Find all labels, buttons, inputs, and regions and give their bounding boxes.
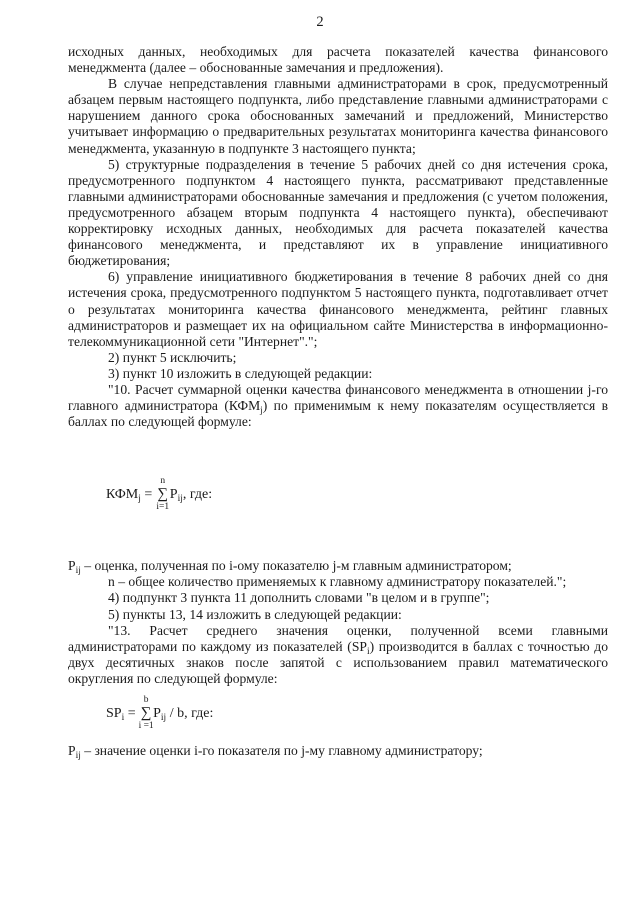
point-10-subscript: j: [260, 406, 263, 417]
point-13-subscript: i: [366, 646, 370, 657]
formula-sp-sum: [138, 695, 154, 731]
paragraph-point-10: [68, 382, 608, 430]
formula-sp-tail: / b, где:: [166, 706, 214, 721]
formula-kfm-lower-limit: i=1: [156, 502, 170, 513]
formula-sp: [68, 691, 608, 735]
point-10-text-b: ) по применимым к нему показателям осуществляется в баллах по следующей формуле:: [68, 398, 608, 430]
formula-kfm-term: P: [169, 487, 178, 503]
formula-kfm-upper-limit: n: [160, 476, 166, 487]
formula-sp-upper-limit: b: [143, 695, 149, 705]
point-13-text-a: "13. Расчет среднего значения оценки, полученной всеми главными администраторами по каждому из показателей (SP: [68, 622, 608, 654]
paragraph-pij-value-definition: [68, 743, 608, 759]
paragraph-item-5: 5) пункты 13, 14 изложить в следующей редакции:: [108, 606, 402, 622]
paragraph-item-2: 2) пункт 5 исключить;: [108, 349, 237, 365]
paragraph-item-3: 3) пункт 10 изложить в следующей редакции:: [108, 365, 373, 381]
paragraph-subitem-6: 6) управление инициативного бюджетирования в течение 8 рабочих дней со дня истечения срока, предусмотренного подпунктом 5 настоящего пункта, подготавливает отчет о результатах мониторинга качества финансового менеджмента, рейтинг главных администраторов и размещает их на официальном сайте Министерства в информационно-телекоммуникационной сети "Интернет".";: [68, 269, 608, 349]
formula-kfm-sigma: ∑: [157, 486, 169, 503]
point-10-text-a: "10. Расчет суммарной оценки качества финансового менеджмента в отношении j-го главного администратора (КФМ: [68, 381, 608, 414]
formula-kfm-line: [106, 476, 213, 513]
paragraph-pij-definition: [68, 558, 608, 577]
paragraph-item-4: 4) подпункт 3 пункта 11 дополнить словами "в целом и в группе";: [108, 590, 490, 606]
formula-sp-lhs: SP: [106, 706, 122, 721]
formula-sp-equals: =: [124, 706, 140, 721]
pij-value-subscript: ij: [75, 751, 81, 761]
formula-kfm-equals: =: [140, 487, 156, 503]
formula-kfm-lhs: КФМ: [106, 487, 139, 503]
paragraph-subitem-5: 5) структурные подразделения в течение 5 рабочих дней со дня истечения срока, предусмотренного подпунктом 4 настоящего пункта, рассматривают представленные главными администраторами обоснованные замечания и предложения (с учетом положения, предусмотренного абзацем вторым подпункта 4 настоящего пункта), обеспечивают корректировку исходных данных, необходимых для расчета показателей качества финансового менеджмента, и представляют их в управление инициативного бюджетирования;: [68, 156, 608, 269]
formula-sp-line: [106, 695, 214, 731]
formula-kfm-tail: , где:: [182, 487, 213, 503]
formula-kfm-lhs-subscript: j: [138, 494, 141, 505]
document-body: [68, 44, 608, 759]
pij-definition-text: – оценка, полученная по i-ому показателю j-м главным администратором;: [80, 558, 512, 574]
point-13-text-b: ) производится в баллах с точностью до двух десятичных знаков после запятой с использованием правил математического округления по следующей формуле:: [68, 638, 608, 686]
formula-kfm-sum: [156, 476, 170, 513]
formula-sp-lower-limit: i =1: [138, 721, 154, 731]
formula-kfm: [68, 442, 608, 520]
page-number: 2: [316, 14, 324, 30]
paragraph-n-definition: n – общее количество применяемых к главному администратору показателей.";: [108, 574, 567, 590]
formula-sp-term: P: [153, 706, 161, 721]
paragraph-continuation: исходных данных, необходимых для расчета показателей качества финансового менеджмента (далее – обоснованные замечания и предложения).: [68, 44, 608, 76]
formula-sp-term-subscript: ij: [160, 713, 167, 723]
paragraph-point-13: [68, 623, 608, 687]
pij-value-symbol: P: [68, 743, 76, 758]
pij-value-text: – значение оценки i-го показателя по j-му главному администратору;: [80, 743, 483, 758]
paragraph-non-submission: В случае непредставления главными администраторами в срок, предусмотренный абзацем первым настоящего подпункта, либо представление главными администраторами с нарушением данного срока обоснованных замечаний и предложений, Министерство учитывает информацию о предварительных результатах мониторинга качества финансового менеджмента, указанную в подпункте 3 настоящего пункта;: [68, 76, 608, 156]
formula-sp-sigma: ∑: [140, 705, 152, 721]
formula-kfm-term-subscript: ij: [177, 494, 183, 505]
pij-symbol: P: [68, 558, 76, 574]
formula-sp-lhs-subscript: i: [121, 713, 125, 723]
pij-subscript: ij: [75, 566, 81, 577]
